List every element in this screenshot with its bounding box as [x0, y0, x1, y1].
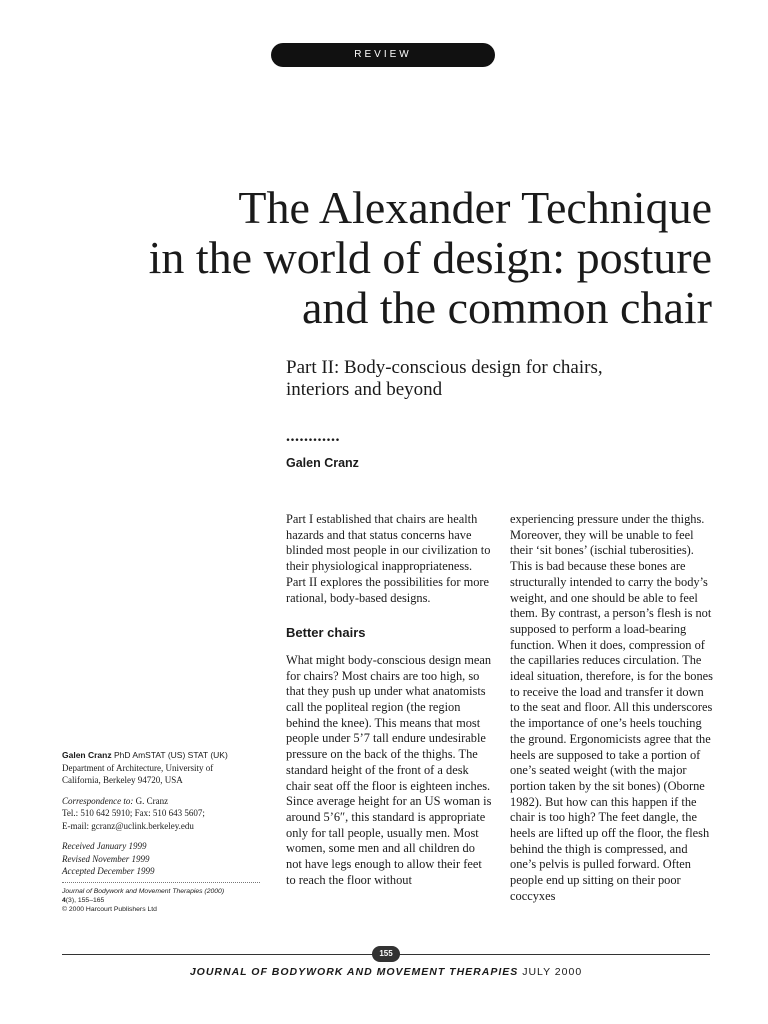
citation-issue-pages: (3), 155–165	[65, 896, 105, 904]
article-title	[60, 183, 712, 333]
citation-volume-line	[62, 896, 262, 905]
issue-date: JULY 2000	[522, 966, 583, 978]
title-line: and the common chair	[301, 282, 712, 333]
journal-footer	[62, 966, 710, 978]
body-column-2	[510, 512, 716, 905]
article-subtitle	[286, 357, 716, 401]
title-line: The Alexander Technique	[238, 182, 712, 233]
body-column-1	[286, 512, 492, 888]
affiliation-line: Department of Architecture, University of	[62, 762, 214, 773]
affiliation-line: California, Berkeley 94720, USA	[62, 775, 183, 785]
author-name: Galen Cranz	[62, 750, 112, 760]
correspondence-line	[62, 795, 262, 808]
revised-date: Revised November 1999	[62, 853, 150, 864]
section-heading: Better chairs	[286, 625, 366, 641]
dotted-divider	[62, 882, 260, 883]
email-line: E-mail: gcranz@uclink.berkeley.edu	[62, 820, 194, 831]
received-date: Received January 1999	[62, 841, 147, 851]
citation-journal: Journal of Bodywork and Movement Therapies (2000)	[62, 887, 225, 895]
author-info-panel	[62, 749, 262, 914]
subtitle-line: interiors and beyond	[286, 379, 443, 400]
dotted-separator: ............	[286, 428, 340, 445]
journal-name: JOURNAL OF BODYWORK AND MOVEMENT THERAPIES	[189, 966, 519, 978]
subtitle-line: Part II: Body-conscious design for chairs,	[286, 357, 603, 378]
body-paragraph: What might body-conscious design mean for chairs? Most chairs are too high, so that they push up under what anatomists call the popliteal region (the region behind the knee). This means that most people under 5’7 tall endure undesirable pressure on the back of the thighs. The standard height of the front of a desk chair seat off the floor is eighteen inches. Since average height for an US woman is around 5’6″, this standard is appropriate only for tall people, usually men. Most women, some men and all children do not have legs enough to allow their feet to reach the floor without	[286, 652, 492, 887]
page-number-badge: 155	[372, 946, 400, 962]
intro-paragraph: Part I established that chairs are health hazards and that status concerns have blinded most people in our civilization to their physiological inappropriateness. Part II explores the possibilities for more rational, body-based designs.	[286, 512, 491, 605]
author-name-line	[62, 749, 262, 762]
citation-volume: 4	[62, 896, 66, 904]
phone-fax-line: Tel.: 510 642 5910; Fax: 510 643 5607;	[62, 808, 205, 818]
title-line: in the world of design: posture	[148, 232, 712, 283]
copyright-line: © 2000 Harcourt Publishers Ltd	[62, 905, 157, 913]
author-byline: Galen Cranz	[286, 456, 359, 470]
correspondence-label: Correspondence to:	[62, 795, 134, 806]
accepted-date: Accepted December 1999	[62, 866, 155, 876]
body-paragraph: experiencing pressure under the thighs. Moreover, they will be unable to feel their ‘sit bones’ (ischial tuberosities). This is bad because these bones are structurally intended to carry the body’s weight, and one should be able to feel them. By contrast, a person’s flesh is not supposed to perform a load-bearing function. When it does, compression of the capillaries reduces circulation. The ideal situation, therefore, is for the bones to receive the load and transfer it down to the seat and floor. All this underscores the importance of one’s heels touching the ground. Ergonomicists agree that the heels are supposed to take a portion of one’s seated weight (with the major portion taken by the sit bones) (Oborne 1982). But how can this happen if the chair is too high? The feet dangle, the heels are lifted up off the floor, the flesh behind the thigh is compressed, and one’s pelvis is pulled forward. Often people end up sitting on their poor coccyxes	[510, 512, 714, 903]
author-credentials: PhD AmSTAT (US) STAT (UK)	[113, 750, 228, 760]
correspondence-name: G. Cranz	[135, 795, 169, 806]
section-label-badge: REVIEW	[271, 43, 495, 67]
